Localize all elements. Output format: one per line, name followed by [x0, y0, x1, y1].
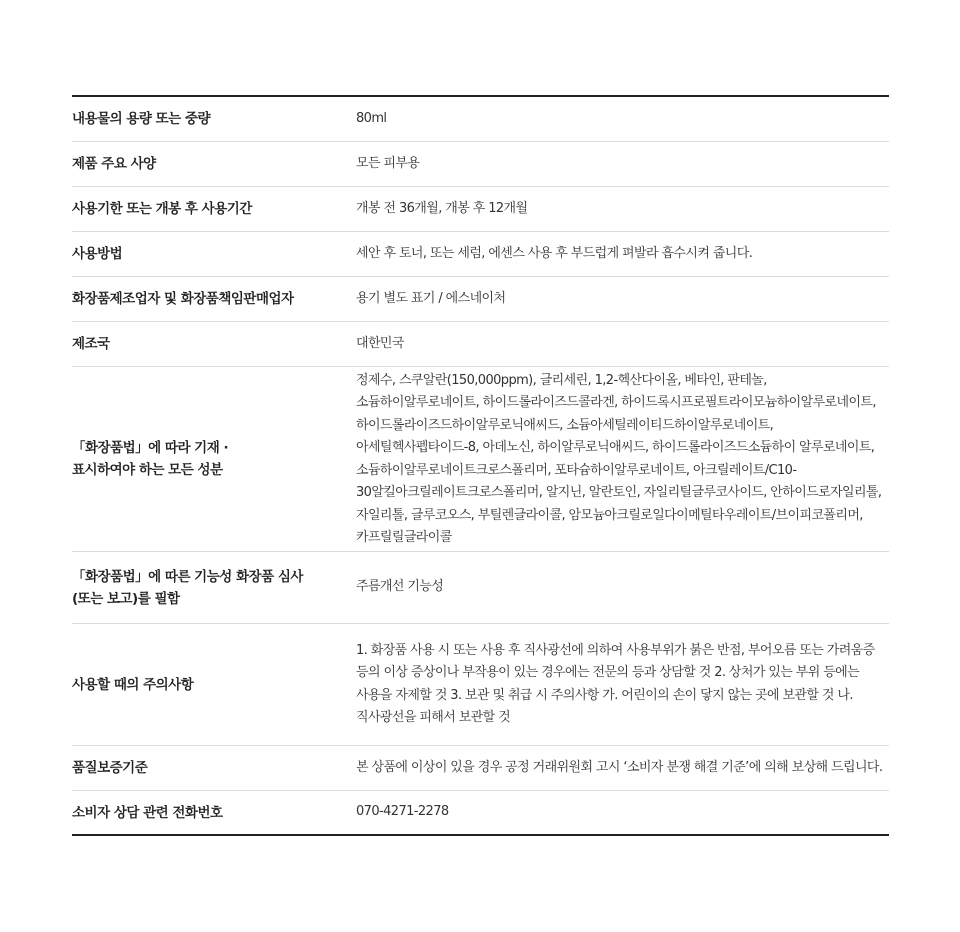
info-row-warranty [72, 746, 889, 791]
info-label: 제조국 [72, 336, 110, 352]
info-value: 80ml [356, 110, 387, 126]
info-label: 내용물의 용량 또는 중량 [72, 111, 211, 127]
info-value: 본 상품에 이상이 있을 경우 공정 거래위원회 고시 ‘소비자 분쟁 해결 기준’에 의해 보상해 드립니다. [356, 759, 883, 775]
info-row-country [72, 322, 889, 367]
info-row-phone [72, 791, 889, 834]
info-row-expiry [72, 187, 889, 232]
product-info-table [72, 95, 889, 836]
info-value: 용기 별도 표기 / 에스네이처 [356, 290, 506, 306]
info-label: 사용할 때의 주의사항 [72, 676, 194, 693]
info-label: 사용방법 [72, 246, 123, 262]
info-row-volume [72, 97, 889, 142]
info-row-ingredients [72, 367, 889, 552]
info-label: 제품 주요 사양 [72, 156, 156, 172]
info-value: 모든 피부용 [356, 155, 420, 171]
info-label: 소비자 상담 관련 전화번호 [72, 804, 223, 821]
info-label: 「화장품법」에 따른 기능성 화장품 심사 (또는 보고)를 필함 [72, 568, 303, 607]
info-value: 세안 후 토너, 또는 세럼, 에센스 사용 후 부드럽게 펴발라 흡수시켜 줍니다. [356, 245, 753, 261]
info-row-caution [72, 624, 889, 746]
info-label: 품질보증기준 [72, 760, 148, 776]
info-row-functional [72, 552, 889, 624]
info-label: 사용기한 또는 개봉 후 사용기간 [72, 201, 252, 217]
info-value: 1. 화장품 사용 시 또는 사용 후 직사광선에 의하여 사용부위가 붉은 반점, 부어오름 또는 가려움증 등의 이상 증상이나 부작용이 있는 경우에는 전문의 등과 상담할 것 2. 상처가 있는 부위 등에는 사용을 자제할 것 3. 보관 및 취급 시 주의사항 가. 어린이의 손이 닿지 않는 곳에 보관할 것 나. 직사광선을 피해서 보관할 것 [356, 642, 875, 725]
info-value: 주름개선 기능성 [356, 579, 444, 595]
info-value: 070-4271-2278 [356, 804, 449, 820]
info-row-usage [72, 232, 889, 277]
info-row-manufacturer [72, 277, 889, 322]
info-value: 개봉 전 36개월, 개봉 후 12개월 [356, 200, 528, 216]
info-value: 정제수, 스쿠알란(150,000ppm), 글리세린, 1,2-헥산다이올, 베타인, 판테놀, 소듐하이알루로네이트, 하이드롤라이즈드콜라겐, 하이드록시프로필트라이모늄하이알루로네이트, 하이드롤라이즈드하이알루로닉애씨드, 소듐아세틸레이티드하이알루로네이트, 아세틸헥사펩타이드-8, 아데노신, 하이알루로닉애씨드, 하이드롤라이즈드소듐하이 알루로네이트, 소듐하이알루로네이트크로스폴리머, 포타슘하이알루로네이트, 아크릴레이트/C10-30알킬아크릴레이트크로스폴리머, 알지닌, 알란토인, 자일리틸글루코사이드, 안하이드로자일리톨, 자일리톨, 글루코오스, 부틸렌글라이콜, 암모늄아크릴로일다이메틸타우레이트/브이피코폴리머, 카프릴릴글라이콜 [356, 372, 882, 545]
info-label: 화장품제조업자 및 화장품책임판매업자 [72, 291, 294, 307]
info-value: 대한민국 [356, 335, 404, 351]
info-label: 「화장품법」에 따라 기재 · 표시하여야 하는 모든 성분 [72, 440, 229, 478]
info-row-spec [72, 142, 889, 187]
